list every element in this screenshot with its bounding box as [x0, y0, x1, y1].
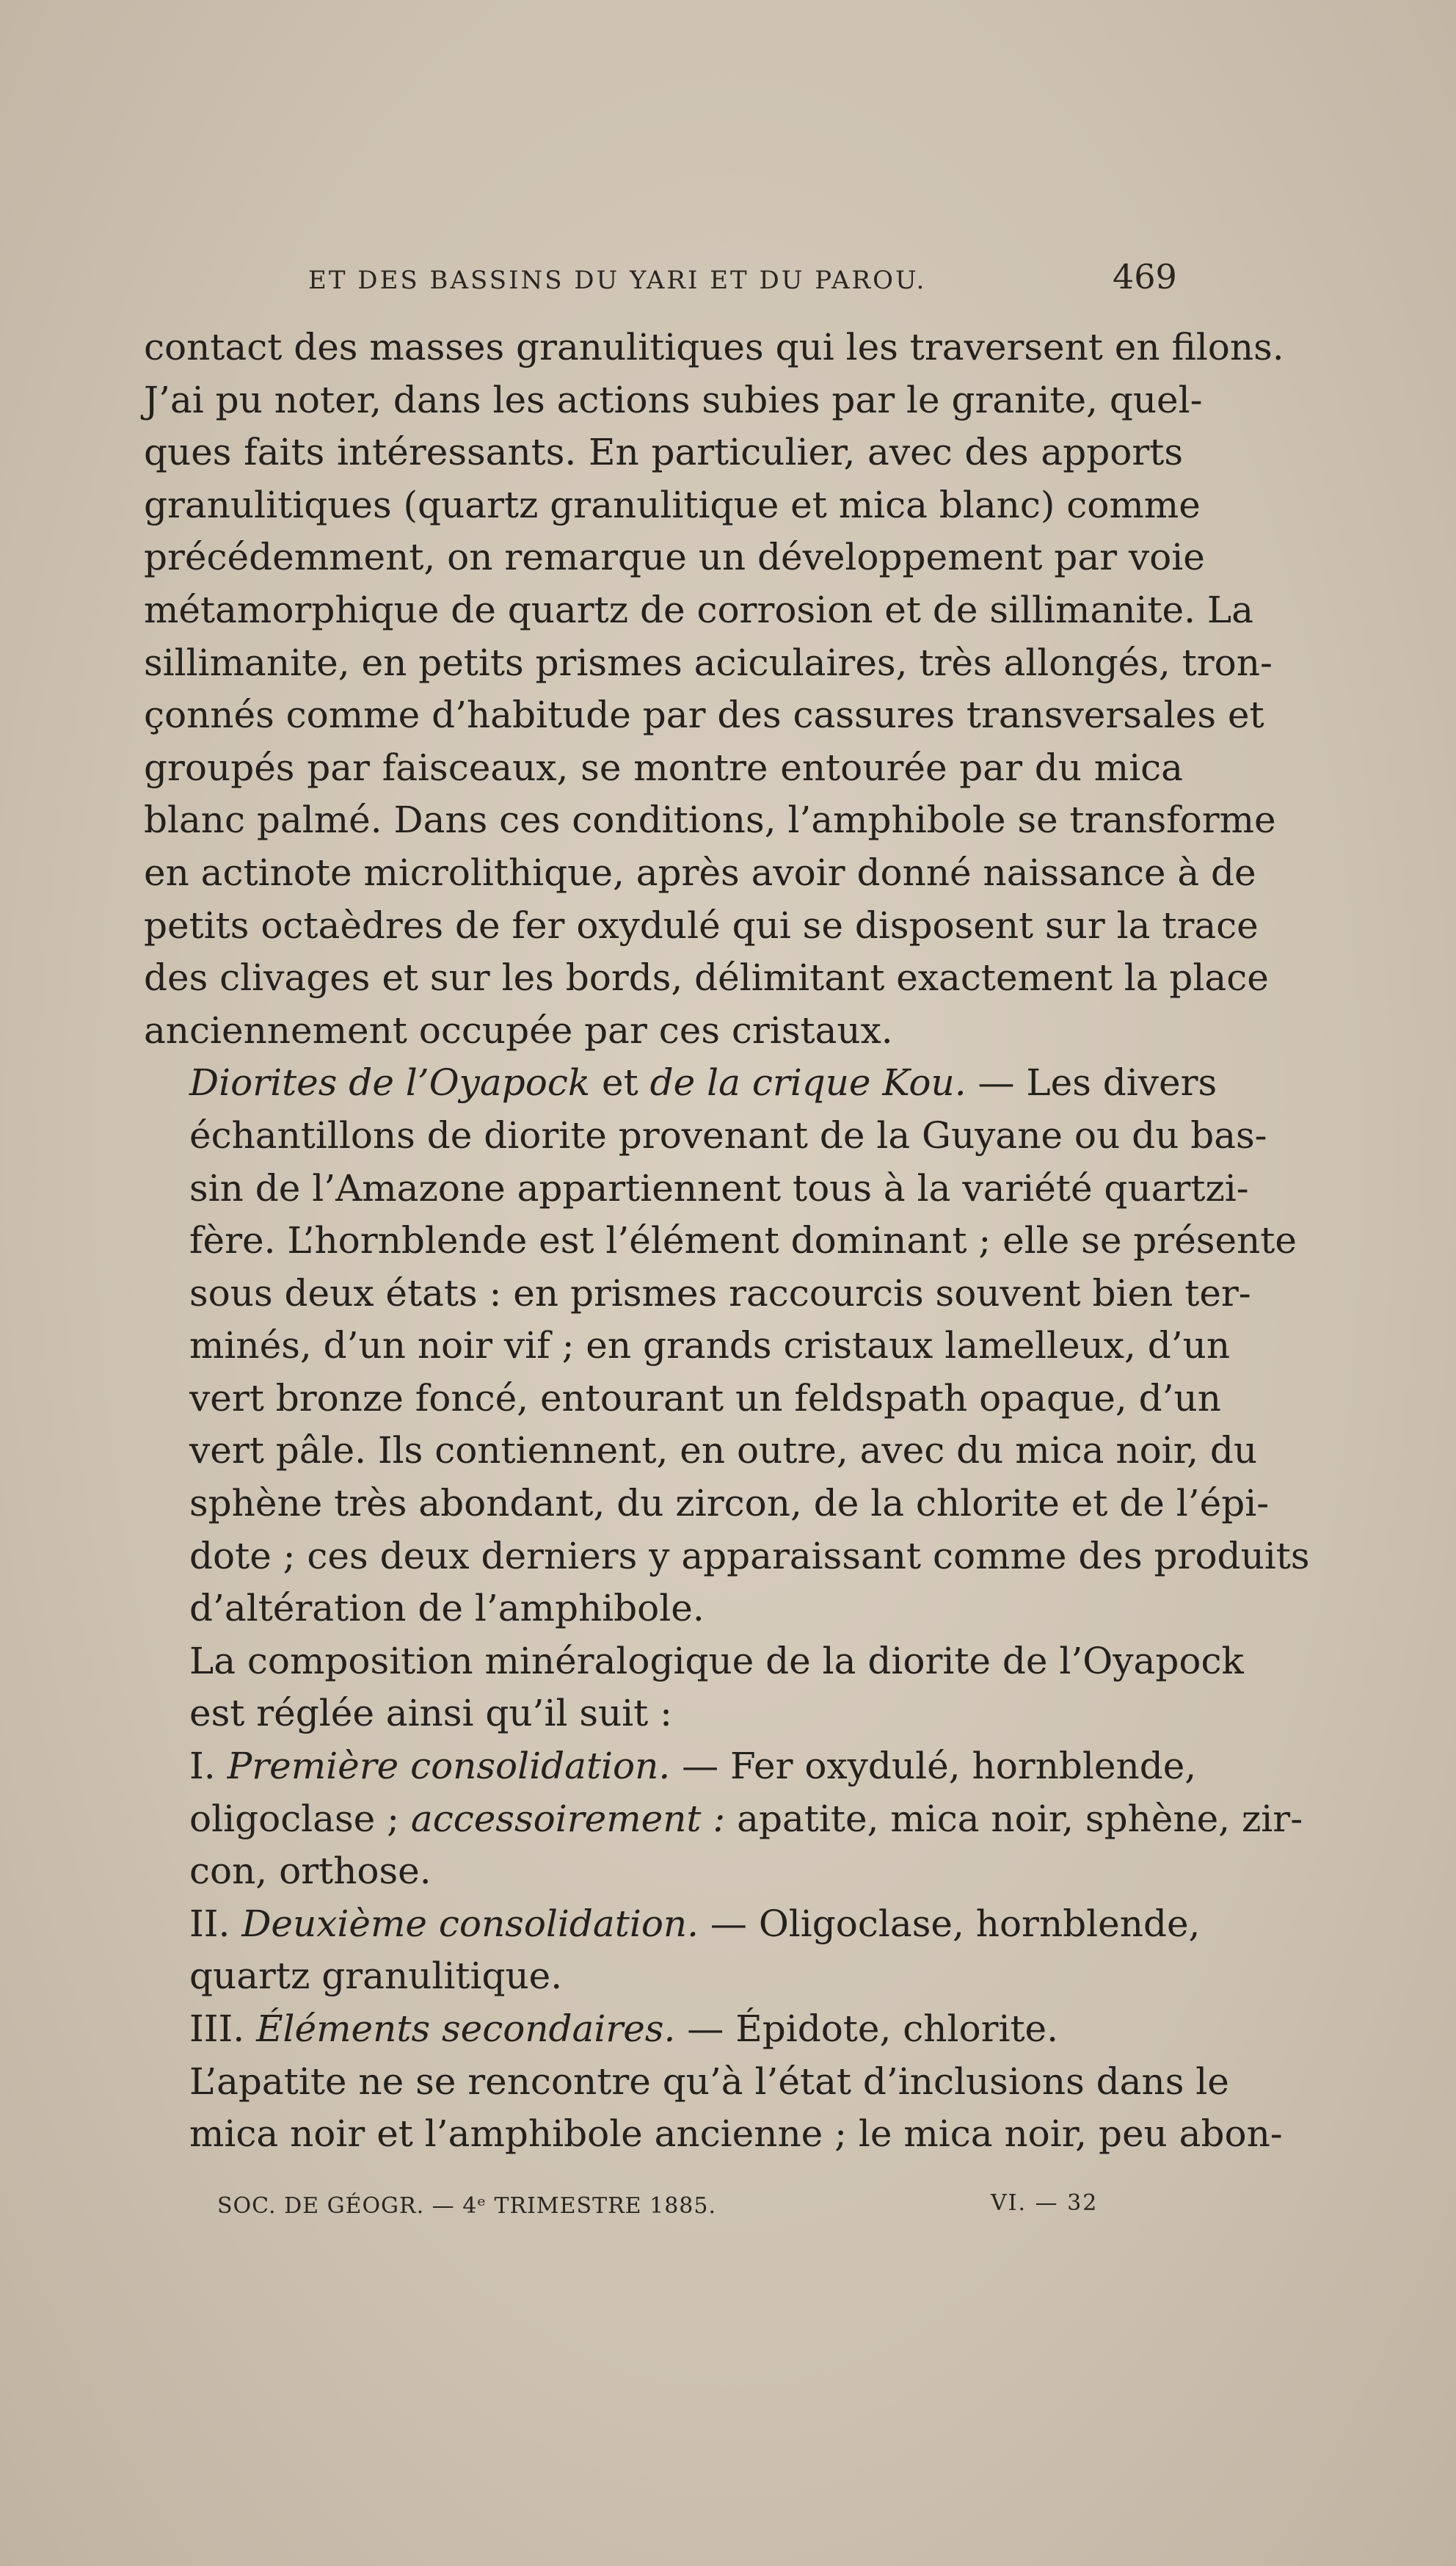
page-number: 469	[1113, 257, 1177, 297]
roman-numeral: II.	[189, 1902, 230, 1945]
text-line: dote ; ces deux derniers y apparaissant comme des produits	[189, 1534, 1310, 1577]
text-line: en actinote microlithique, après avoir donné naissance à de	[144, 851, 1256, 894]
item-text: — Fer oxydulé, hornblende,	[670, 1745, 1197, 1788]
text-line: est réglée ainsi qu’il suit :	[189, 1692, 673, 1735]
item-label-italic: Première consolidation.	[227, 1745, 671, 1788]
text-line: çonnés comme d’habitude par des cassures transversales et	[144, 694, 1264, 737]
text-line	[144, 1898, 1201, 1951]
text-line: contact des masses granulitiques qui les traversent en filons.	[144, 326, 1284, 368]
body-text	[144, 321, 1310, 2161]
section-heading-italic: Diorites de l’Oyapock	[189, 1061, 591, 1105]
text-line: sphène très abondant, du zircon, de la chlorite et de l’épi-	[189, 1482, 1270, 1525]
text-line: granulitiques (quartz granulitique et mica blanc) comme	[144, 483, 1201, 526]
roman-numeral: I.	[189, 1745, 216, 1788]
text-line: J’ai pu noter, dans les actions subies par le granite, quel-	[144, 378, 1203, 421]
text-line: fère. L’hornblende est l’élément dominant ; elle se présente	[189, 1219, 1297, 1262]
text-line: La composition minéralogique de la diorite de l’Oyapock	[189, 1639, 1244, 1682]
footer-sheet-mark: VI. — 32	[991, 2190, 1099, 2216]
text-line: L’apatite ne se rencontre qu’à l’état d’inclusions dans le	[189, 2060, 1229, 2103]
item-label-italic: Éléments secondaires.	[256, 2007, 676, 2050]
list-item-3	[144, 2003, 1183, 2056]
text-line: sin de l’Amazone appartiennent tous à la variété quartzi-	[189, 1166, 1249, 1210]
text-line: groupés par faisceaux, se montre entourée par du mica	[144, 746, 1183, 789]
item-text: — Oligoclase, hornblende,	[699, 1902, 1201, 1945]
text-line: quartz granulitique.	[189, 1955, 563, 1998]
text-line: d’altération de l’amphibole.	[189, 1587, 705, 1630]
item-text: apatite, mica noir, sphène, zir-	[725, 1797, 1303, 1840]
item-text: oligoclase ;	[189, 1797, 411, 1840]
text-line	[144, 1740, 1197, 1793]
text-line: métamorphique de quartz de corrosion et de sillimanite. La	[144, 588, 1253, 631]
text-line: sillimanite, en petits prismes aciculaires, très allongés, tron-	[144, 641, 1273, 684]
running-header: ET DES BASSINS DU YARI ET DU PAROU.	[308, 266, 927, 295]
text-line	[144, 1793, 1303, 1846]
text-line: anciennement occupée par ces cristaux.	[144, 1008, 893, 1052]
heading-rest: — Les divers	[966, 1061, 1217, 1105]
text-line: con, orthose.	[189, 1850, 432, 1893]
text-line: blanc palmé. Dans ces conditions, l’amphibole se transforme	[144, 799, 1276, 842]
item-text: — Épidote, chlorite.	[675, 2007, 1059, 2050]
paragraph-2	[144, 1057, 1310, 1635]
text-line: ques faits intéressants. En particulier, avec des apports	[144, 431, 1183, 474]
text-line: échantillons de diorite provenant de la Guyane ou du bas-	[189, 1113, 1267, 1157]
text-line: sous deux états : en prismes raccourcis souvent bien ter-	[189, 1271, 1251, 1315]
footer-signature: SOC. DE GÉOGR. — 4ᵉ TRIMESTRE 1885.	[217, 2193, 716, 2219]
heading-join: et	[590, 1061, 650, 1105]
text-line: vert pâle. Ils contiennent, en outre, avec du mica noir, du	[189, 1429, 1258, 1472]
text-line: petits octaèdres de fer oxydulé qui se disposent sur la trace	[144, 904, 1259, 947]
text-line: vert bronze foncé, entourant un feldspath opaque, d’un	[189, 1376, 1221, 1420]
text-line: précédemment, on remarque un développement par voie	[144, 536, 1205, 579]
text-line	[144, 2003, 1183, 2056]
item-italic: accessoirement :	[410, 1797, 726, 1840]
roman-numeral: III.	[189, 2007, 245, 2050]
list-item-2	[144, 1898, 1201, 2003]
text-line: minés, d’un noir vif ; en grands cristaux lamelleux, d’un	[189, 1324, 1231, 1367]
section-heading-italic-2: de la crique Kou.	[649, 1061, 967, 1105]
paragraph-last	[144, 2056, 1283, 2161]
paragraph-1	[144, 321, 1284, 1057]
text-line	[144, 1057, 1217, 1110]
item-label-italic: Deuxième consolidation.	[241, 1902, 699, 1945]
list-item-1	[144, 1740, 1303, 1898]
paragraph-3	[144, 1635, 1244, 1740]
text-line: mica noir et l’amphibole ancienne ; le mica noir, peu abon-	[189, 2112, 1283, 2156]
text-line: des clivages et sur les bords, délimitant exactement la place	[144, 956, 1269, 1000]
